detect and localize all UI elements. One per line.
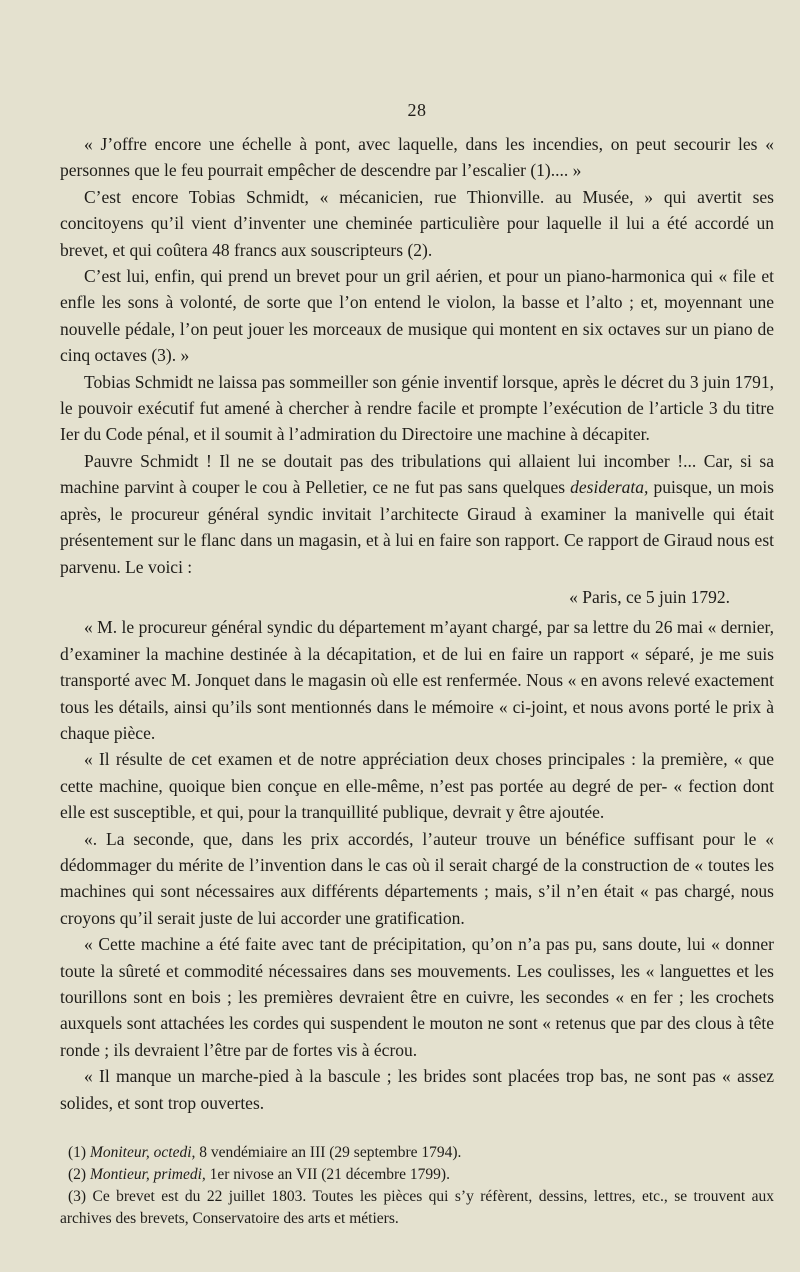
paragraph-text: Pauvre Schmidt ! Il ne se doutait pas des tribulations qui allaient lui incomber !... Car, si sa machine parvint à couper le cou à Pelletier, ce ne fut pas sans quelques [60,450,774,498]
paragraph-text: puisque, un mois après, le procureur général syndic invitait l’architecte Giraud à examiner la manivelle qui était présentement sur le flanc dans un magasin, et à lui en faire son rapport. Ce rapport de Giraud nous est parvenu. Le voici : [60,477,774,577]
footnote-source: Moniteur, octedi, [89,1144,196,1162]
footnote-number: (1) [68,1144,87,1162]
quoted-paragraph: « Il résulte de cet examen et de notre appréciation deux choses principales : la première, « que cette machine, quoique bien conçue en elle-même, n’est pas portée au degré de per- « fection dont elle est susceptible, et qui, pour la tranquillité publique, devrait y être ajoutée. [60,749,774,823]
page-number: 28 [407,100,427,120]
footnote [60,1164,774,1186]
footnote-text: 1er nivose an VII (21 décembre 1799). [205,1166,450,1184]
footnote-text: 8 vendémiaire an III (29 septembre 1794). [195,1144,462,1162]
quoted-paragraph: « M. le procureur général syndic du département m’ayant chargé, par sa lettre du 26 mai « dernier, d’examiner la machine destinée à la décapitation, et de lui en faire un rapport « séparé, je me suis transporté avec M. Jonquet dans le magasin où elle est renfermée. Nous « en avons relevé exactement tous les détails, ainsi qu’ils sont mentionnés dans le mémoire « ci-joint, et nous avons porté le prix à chaque pièce. [60,617,774,743]
dateline: « Paris, ce 5 juin 1792. [569,586,730,607]
paragraph: C’est encore Tobias Schmidt, « mécanicien, rue Thionville. au Musée, » qui avertit ses concitoyens qu’il vient d’inventer une cheminée particulière pour laquelle il lui a été accordé un brevet, et qui coûtera 48 francs aux souscripteurs (2). [60,186,774,260]
italic-term: desiderata, [570,477,649,498]
footnote-source: Montieur, primedi, [89,1166,206,1184]
footnote-text: Ce brevet est du 22 juillet 1803. Toutes les pièces qui s’y réfèrent, dessins, lettres, etc., se trouvent aux archives des brevets, Conservatoire des arts et métiers. [60,1188,774,1228]
footnote [60,1186,774,1230]
footnotes [60,1142,774,1230]
footnote-number: (3) [68,1188,87,1206]
quoted-paragraph: « Il manque un marche-pied à la bascule ; les brides sont placées trop bas, ne sont pas « assez solides, et sont trop ouvertes. [60,1066,774,1113]
paragraph: « J’offre encore une échelle à pont, avec laquelle, dans les incendies, on peut secourir les « personnes que le feu pourrait empêcher de descendre par l’escalier (1).... » [60,134,774,181]
paragraph: C’est lui, enfin, qui prend un brevet pour un gril aérien, et pour un piano-harmonica qui « file et enfle les sons à volonté, de sorte que l’on entend le violon, la basse et l’alto ; et, moyennant une nouvelle pédale, l’on peut jouer les morceaux de musique qui montent en six octaves sur un piano de cinq octaves (3). » [60,266,774,366]
footnote-number: (2) [68,1166,87,1184]
paragraph [60,448,774,580]
paragraph: Tobias Schmidt ne laissa pas sommeiller son génie inventif lorsque, après le décret du 3 juin 1791, le pouvoir exécutif fut amené à chercher à rendre facile et prompte l’exécution de l’article 3 du titre Ier du Code pénal, et il soumit à l’admiration du Directoire une machine à décapiter. [60,371,774,445]
quoted-paragraph: « Cette machine a été faite avec tant de précipitation, qu’on n’a pas pu, sans doute, lui « donner toute la sûreté et commodité nécessaires dans ses mouvements. Les coulisses, les « languettes et les tourillons sont en bois ; les premières devraient être en cuivre, les secondes « en fer ; les crochets auxquels sont attachées les cordes qui suspendent le mouton ne sont « retenus que par des clous à tête ronde ; ils devraient l’être par de fortes vis à écrou. [60,934,774,1060]
footnote [60,1142,774,1164]
body-text [60,131,774,1116]
quoted-paragraph: «. La seconde, que, dans les prix accordés, l’auteur trouve un bénéfice suffisant pour le « dédommager du mérite de l’invention dans le cas où il serait chargé de la construction de « toutes les machines qui sont nécessaires aux différents départements ; mais, s’il n’en était « pas chargé, nous croyons qu’il serait juste de lui accorder une gratification. [60,828,774,928]
